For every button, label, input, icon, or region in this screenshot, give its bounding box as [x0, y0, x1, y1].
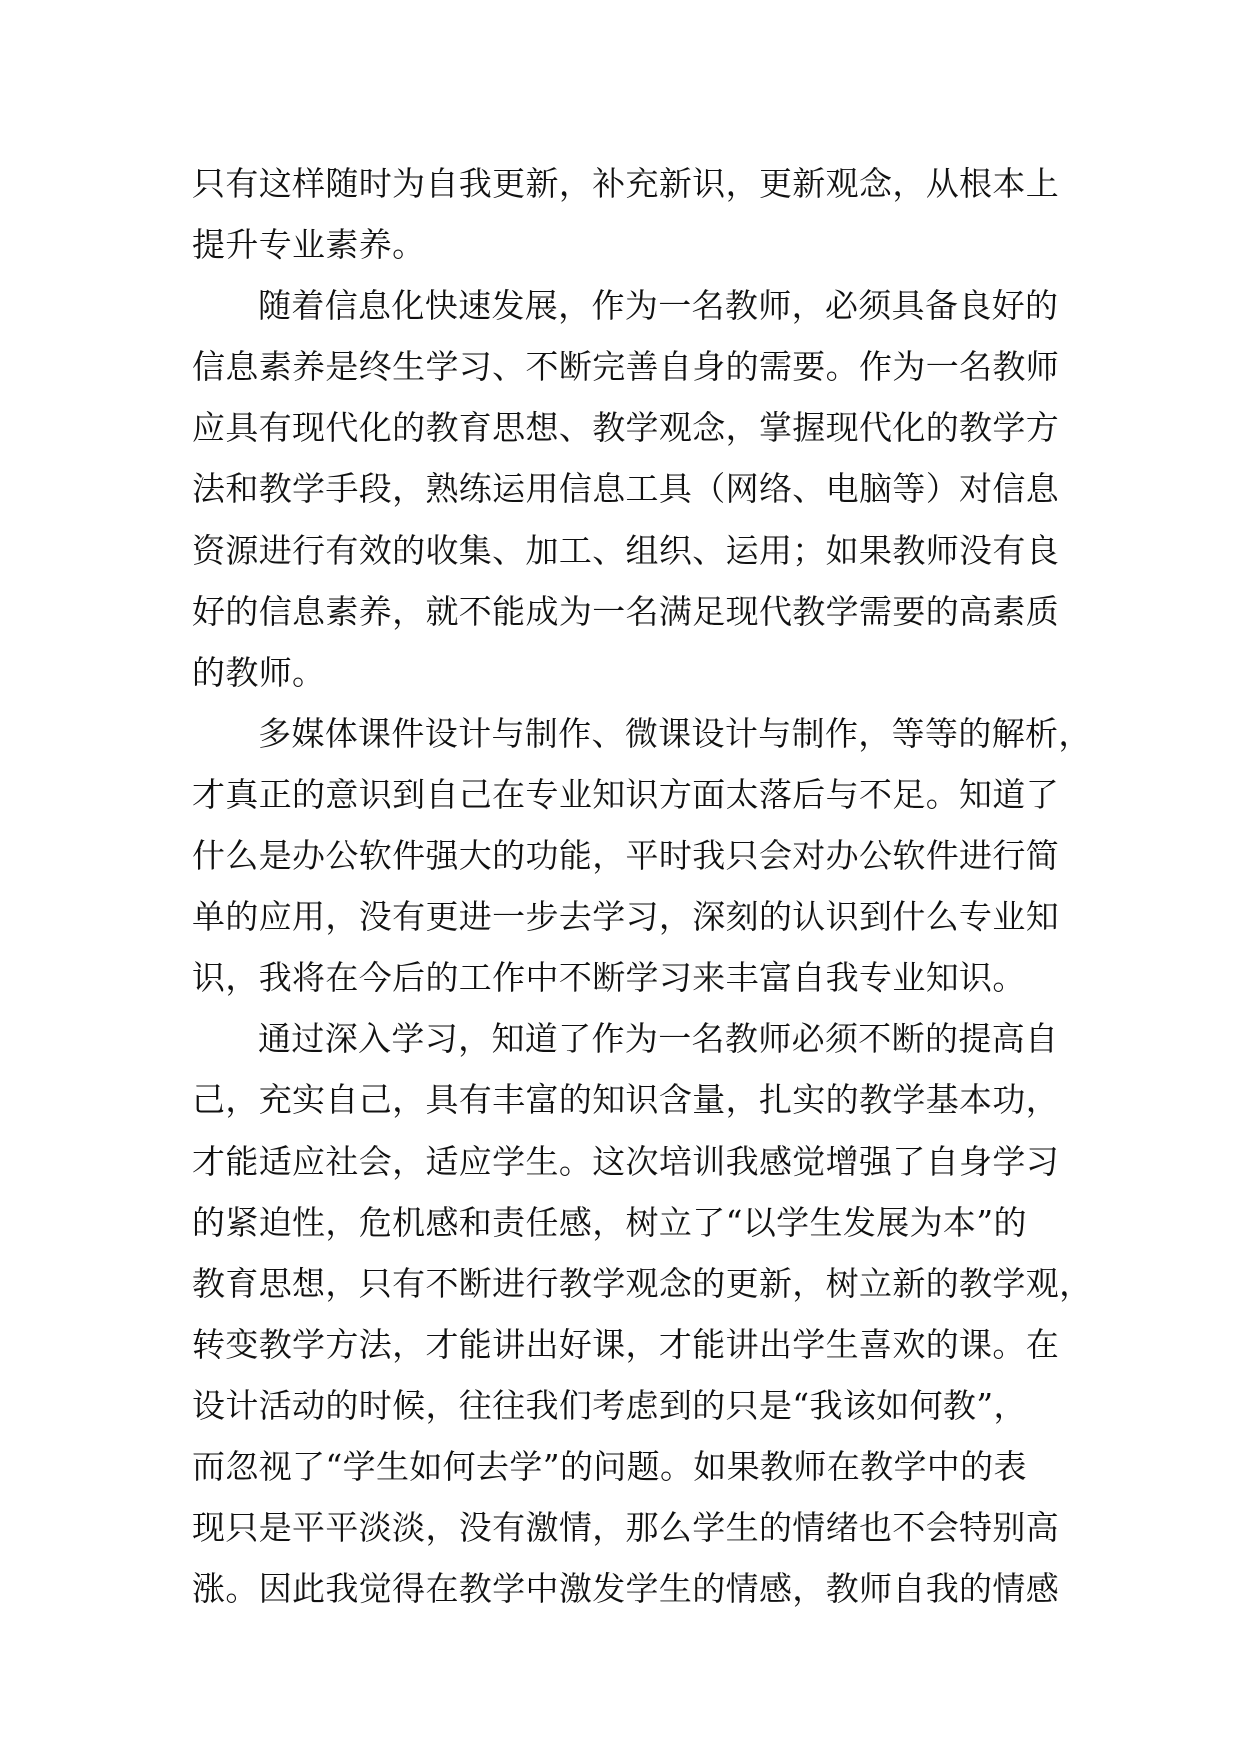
text-line: 通过深入学习，知道了作为一名教师必须不断的提高自	[258, 1019, 1059, 1059]
text-line: 设计活动的时候，往往我们考虑到的只是“我该如何教”，	[192, 1385, 1027, 1425]
text-line: 只有这样随时为自我更新，补充新识，更新观念，从根本上	[192, 164, 1060, 203]
paragraph	[192, 1008, 1093, 1619]
text-line: 应具有现代化的教育思想、教学观念，掌握现代化的教学方	[192, 408, 1060, 448]
text-line: 转变教学方法，才能讲出好课，才能讲出学生喜欢的课。在	[192, 1324, 1060, 1364]
paragraph	[192, 153, 1072, 275]
text-line: 资源进行有效的收集、加工、组织、运用；如果教师没有良	[192, 530, 1060, 570]
text-line: 才能适应社会，适应学生。这次培训我感觉增强了自身学习	[192, 1141, 1060, 1181]
text-line: 法和教学手段，熟练运用信息工具（网络、电脑等）对信息	[192, 469, 1060, 509]
paragraph	[192, 703, 1092, 1008]
text-line: 单的应用，没有更进一步去学习，深刻的认识到什么专业知	[192, 897, 1060, 937]
text-line: 教育思想，只有不断进行教学观念的更新，树立新的教学观，	[192, 1263, 1093, 1303]
text-line: 信息素养是终生学习、不断完善自身的需要。作为一名教师	[192, 347, 1060, 387]
text-line: 己，充实自己，具有丰富的知识含量，扎实的教学基本功，	[192, 1080, 1060, 1120]
paragraph	[192, 275, 1072, 703]
text-line: 提升专业素养。	[192, 225, 426, 265]
document-body	[192, 153, 1093, 1619]
text-line: 的紧迫性，危机感和责任感，树立了“以学生发展为本”的	[192, 1202, 1027, 1242]
text-line: 现只是平平淡淡，没有激情，那么学生的情绪也不会特别高	[192, 1508, 1060, 1548]
text-line: 好的信息素养，就不能成为一名满足现代教学需要的高素质	[192, 591, 1060, 631]
text-line: 涨。因此我觉得在教学中激发学生的情感，教师自我的情感	[192, 1569, 1060, 1609]
text-line: 多媒体课件设计与制作、微课设计与制作，等等的解析，	[258, 713, 1092, 753]
text-line: 识，我将在今后的工作中不断学习来丰富自我专业知识。	[192, 958, 1026, 998]
text-line: 随着信息化快速发展，作为一名教师，必须具备良好的	[258, 286, 1059, 326]
text-line: 的教师。	[192, 652, 326, 692]
text-line: 而忽视了“学生如何去学”的问题。如果教师在教学中的表	[192, 1446, 1027, 1486]
text-line: 什么是办公软件强大的功能，平时我只会对办公软件进行简	[192, 836, 1060, 876]
text-line: 才真正的意识到自己在专业知识方面太落后与不足。知道了	[192, 774, 1060, 814]
